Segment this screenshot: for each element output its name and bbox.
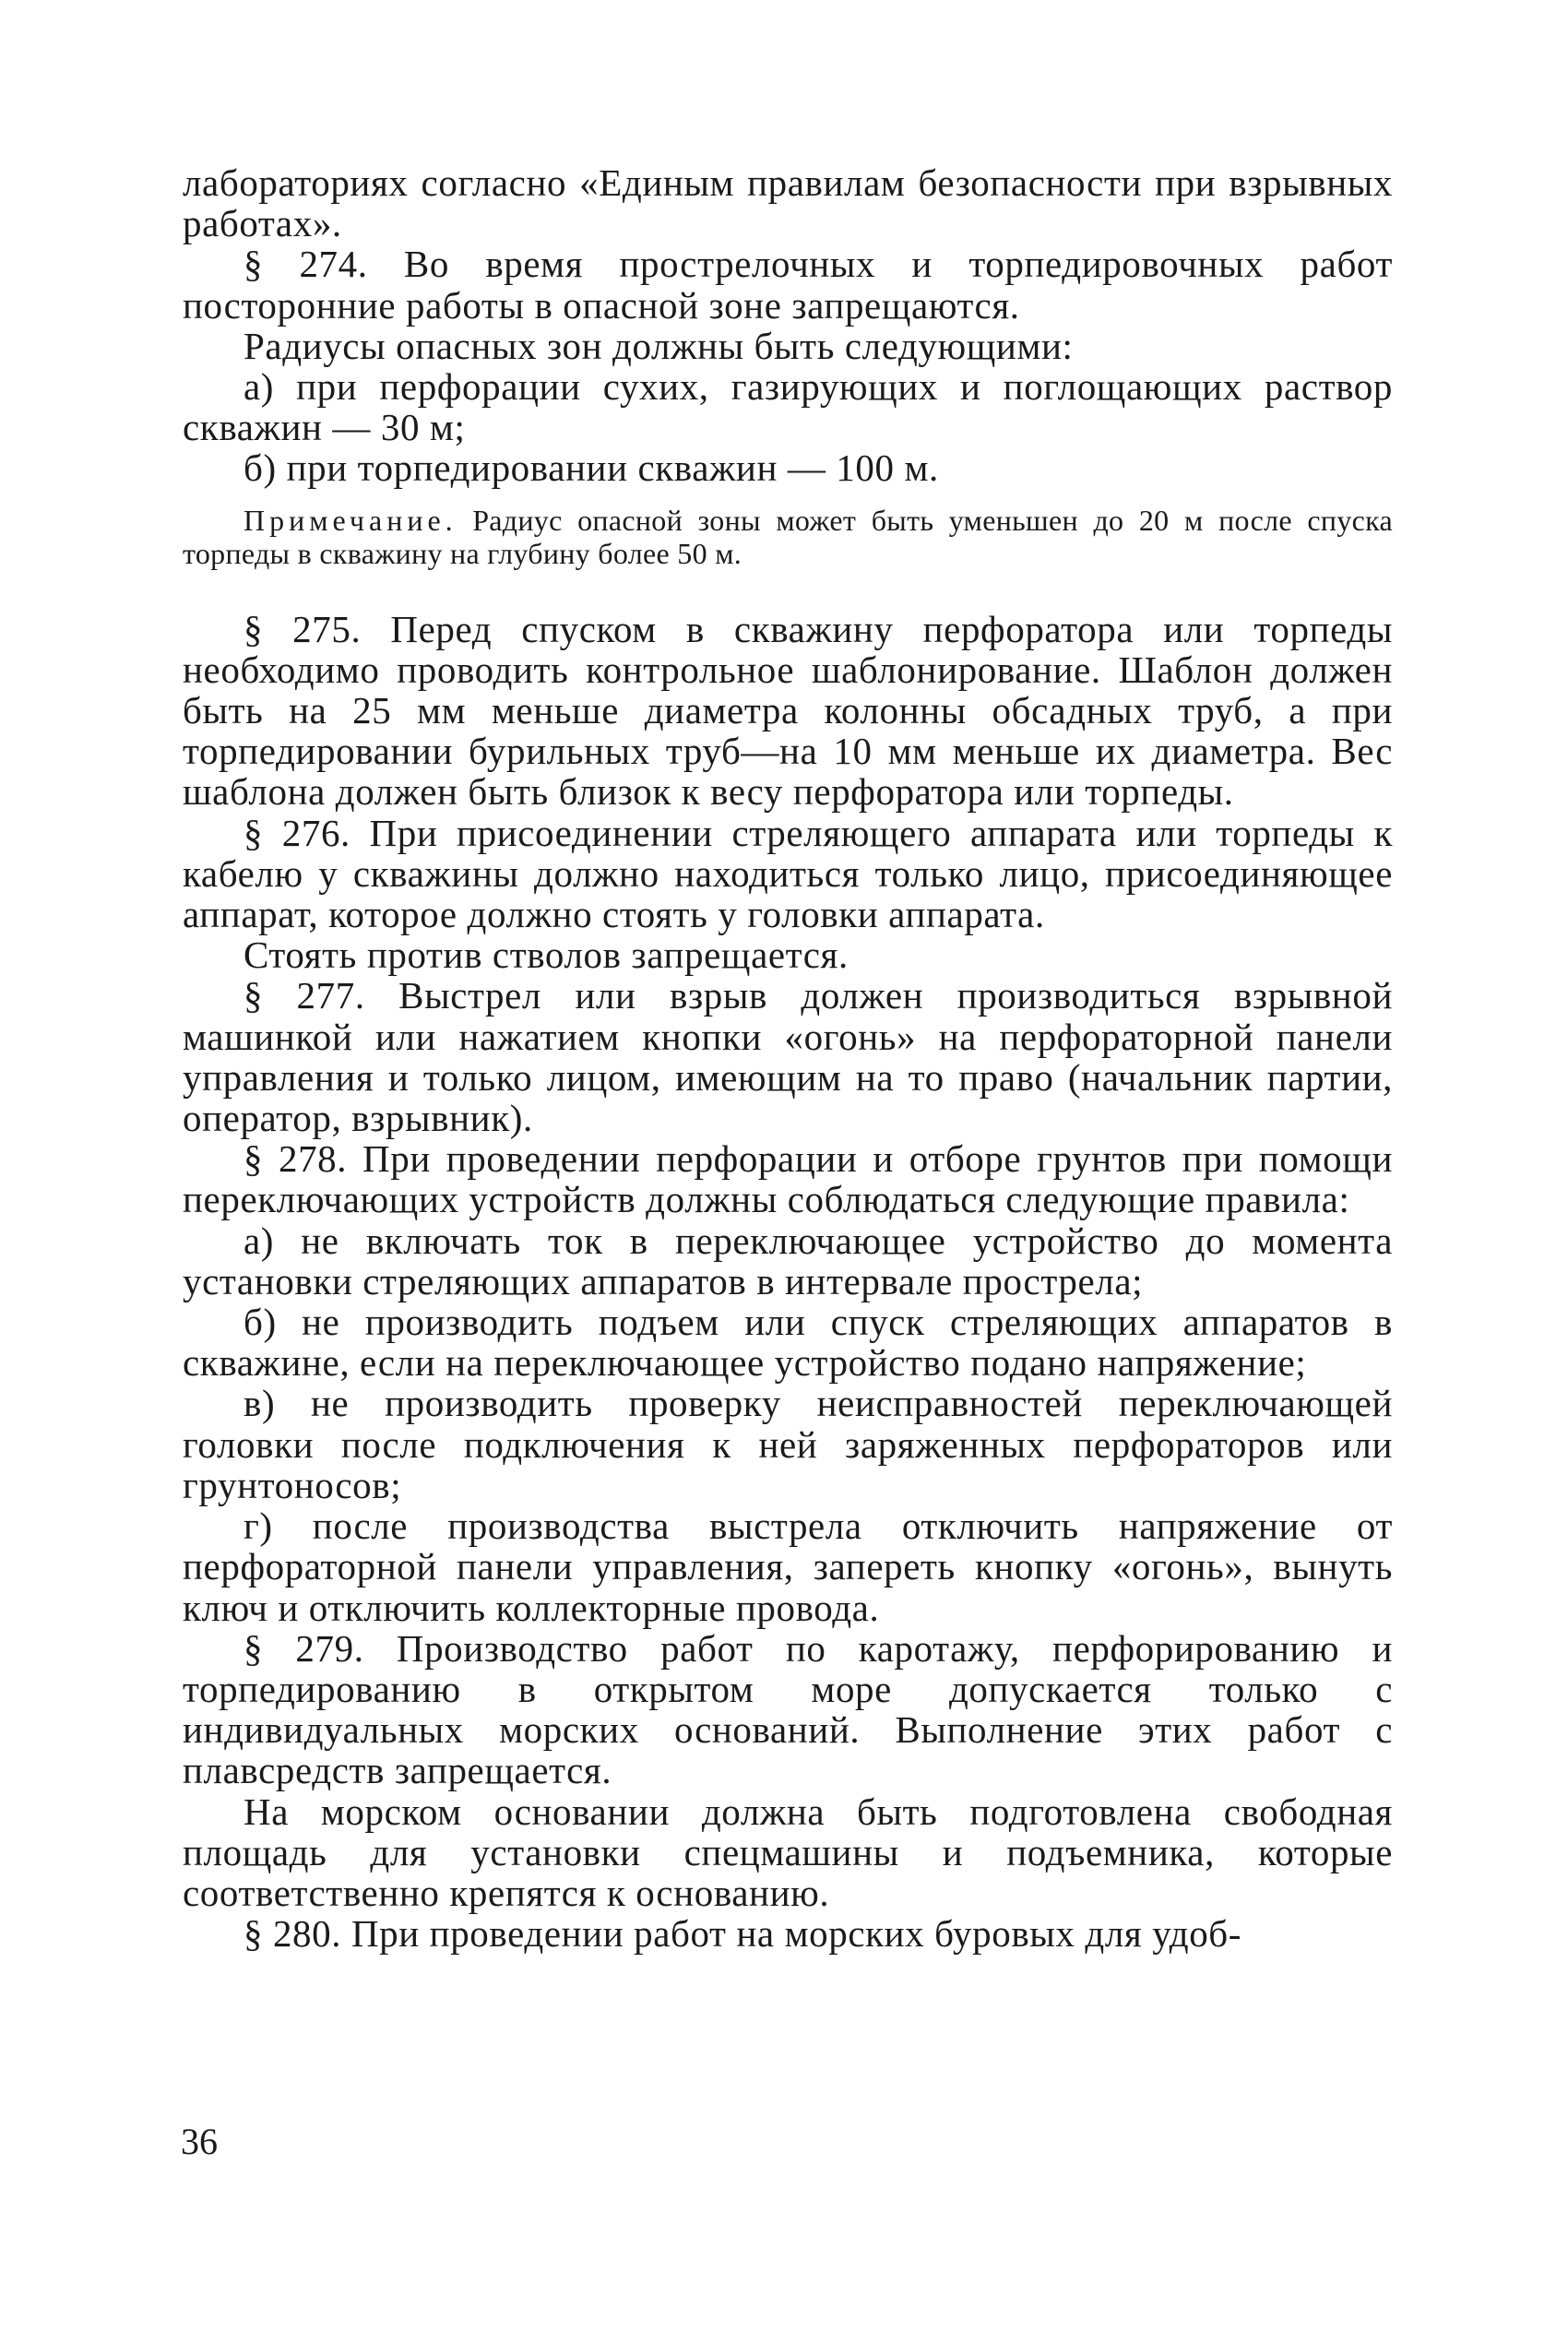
paragraph-278: § 278. При проведении перфорации и отборе грунтов при помощи переключающих устройств должны соблюдаться следующие правила: <box>183 1137 1393 1221</box>
paragraph-276-addendum: Стоять против стволов запрещается. <box>244 934 849 977</box>
list-item-278-b: б) не производить подъем или спуск стреляющих аппаратов в скважине, если на переключающее устройство подано напряжение; <box>183 1301 1393 1385</box>
list-item-278-a: а) не включать ток в переключающее устройство до момента установки стреляющих аппаратов в интервале прострела; <box>183 1219 1393 1302</box>
paragraph-276: § 276. При присоединении стреляющего аппарата или торпеды к кабелю у скважины должно находиться только лицо, присоединяющее аппарат, которое должно стоять у головки аппарата. <box>183 811 1393 936</box>
page-number: 36 <box>181 2121 218 2162</box>
note-text: Радиус опасной зоны может быть уменьшен до 20 м после спуска торпеды в скважину на глубину более 50 м. <box>183 503 1394 570</box>
note-label: Примечание. <box>244 503 457 537</box>
note <box>183 504 1393 570</box>
paragraph-275: § 275. Перед спуском в скважину перфоратора или торпеды необходимо проводить контрольное шаблонирование. Шаблон должен быть на 25 мм меньше диаметра колонны обсадных труб, а при торпедировании бурильных труб—на 10 мм меньше их диаметра. Вес шаблона должен быть близок к весу перфоратора или торпеды. <box>183 607 1393 814</box>
paragraph-277: § 277. Выстрел или взрыв должен производиться взрывной машинкой или нажатием кнопки «огонь» на перфораторной панели управления и только лицом, имеющим на то право (начальник партии, оператор, взрывник). <box>183 974 1393 1140</box>
list-item-278-v: в) не производить проверку неисправностей переключающей головки после подключения к ней заряженных перфораторов или грунтоносов; <box>183 1382 1393 1506</box>
list-item-a: а) при перфорации сухих, газирующих и поглощающих раствор скважин — 30 м; <box>183 365 1393 449</box>
paragraph-continuation: лабораториях согласно «Единым правилам безопасности при взрывных работах». <box>183 161 1393 245</box>
paragraph-280: § 280. При проведении работ на морских буровых для удоб- <box>244 1912 1242 1956</box>
paragraph-279-addendum: На морском основании должна быть подготовлена свободная площадь для установки спецмашины и подъемника, которые соответственно крепятся к основанию. <box>183 1790 1393 1914</box>
paragraph-279: § 279. Производство работ по каротажу, перфорированию и торпедированию в открытом море допускается только с индивидуальных морских оснований. Выполнение этих работ с плавсредств запрещается. <box>183 1626 1393 1792</box>
list-item-b: б) при торпедировании скважин — 100 м. <box>244 446 939 490</box>
list-item-278-g: г) после производства выстрела отключить напряжение от перфораторной панели управления, запереть кнопку «огонь», вынуть ключ и отключить коллекторные провода. <box>183 1504 1393 1629</box>
paragraph-274: § 274. Во время прострелочных и торпедировочных работ посторонние работы в опасной зоне запрещаются. <box>183 243 1393 327</box>
paragraph-danger-radii: Радиусы опасных зон должны быть следующими: <box>244 324 1074 367</box>
page-body <box>183 162 1393 1954</box>
